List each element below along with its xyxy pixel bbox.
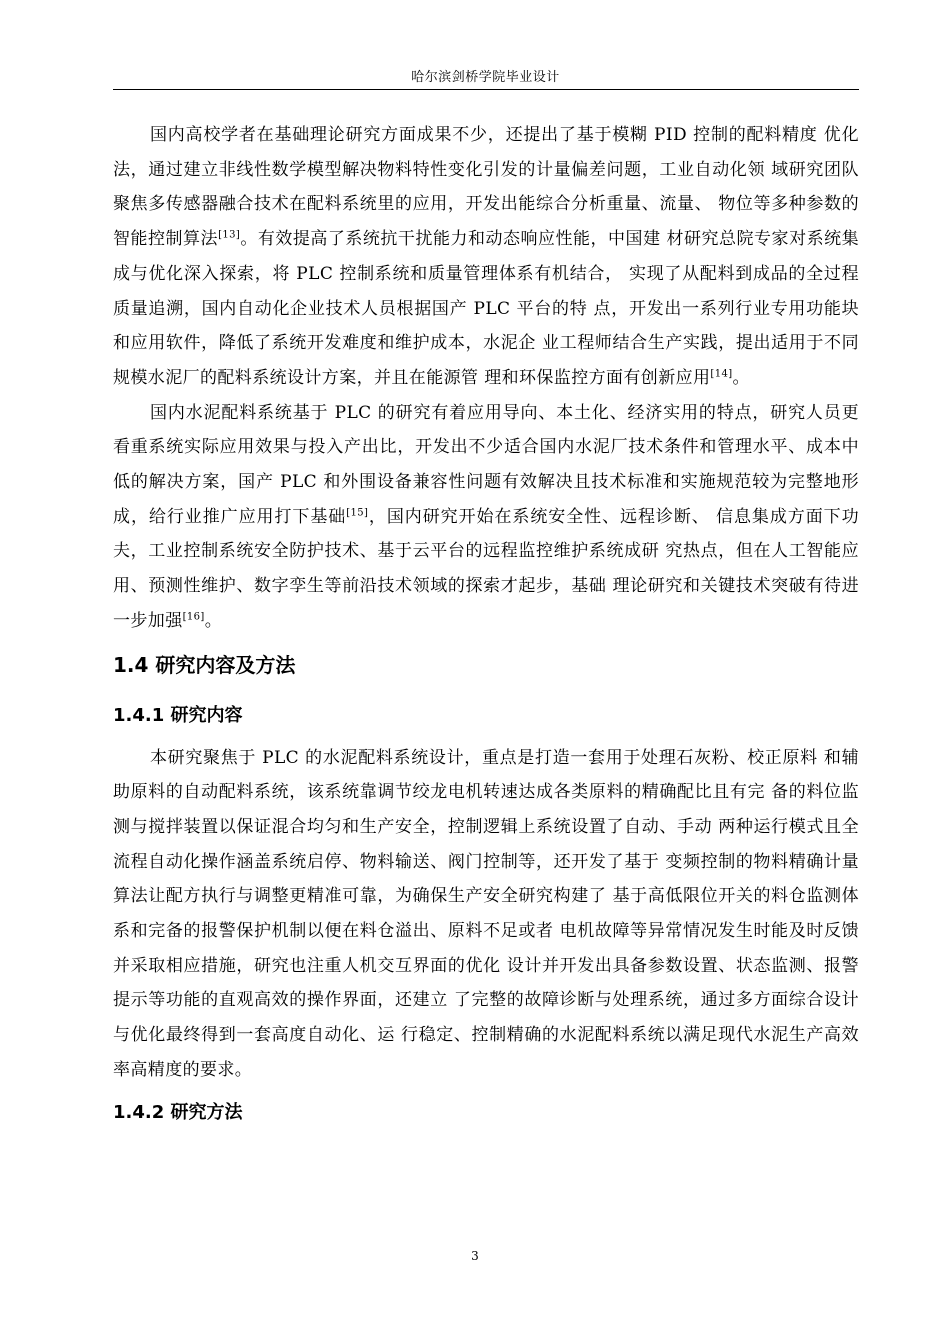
citation: [16] (182, 611, 205, 623)
paragraph-domestic-plc: 国内水泥配料系统基于 PLC 的研究有着应用导向、本土化、经济实用的特点，研究人员更看重系统实际应用效果与投入产出比，开发出不少适合国内水泥厂技术条件和管理水平、成本中低的解决方案，国产 PLC 和外围设备兼容性问题有效解决且技术标准和实施规范较为完整地形成，给行业推广应用打下基础[15]，国内研究开始在系统安全性、远程诊断、 信息集成方面下功夫，工业控制系统安全防护技术、基于云平台的远程监控维护系统成研 究热点，但在人工智能应用、预测性维护、数字孪生等前沿技术领域的探索才起步，基础 理论研究和关键技术突破有待进一步加强[16]。 (113, 402, 860, 631)
citation: [14] (710, 368, 733, 380)
header-rule (113, 89, 859, 90)
citation: [13] (218, 229, 241, 241)
paragraph-research-content: 本研究聚焦于 PLC 的水泥配料系统设计，重点是打造一套用于处理石灰粉、校正原料 和辅助原料的自动配料系统，该系统靠调节绞龙电机转速达成各类原料的精确配比且有完 备的料位监测与搅拌装置以保证混合均匀和生产安全，控制逻辑上系统设置了自动、手动 两种运行模式且全流程自动化操作涵盖系统启停、物料输送、阀门控制等，还开发了基于 变频控制的物料精确计量算法让配方执行与调整更精准可靠，为确保生产安全研究构建了 基于高低限位开关的料仓监测体系和完备的报警保护机制以便在料仓溢出、原料不足或者 电机故障等异常情况发生时能及时反馈并采取相应措施，研究也注重人机交互界面的优化 设计并开发出具备参数设置、状态监测、报警提示等功能的直观高效的操作界面，还建立 了完整的故障诊断与处理系统，通过多方面综合设计与优化最终得到一套高度自动化、运 行稳定、控制精确的水泥配料系统以满足现代水泥生产高效率高精度的要求。 (113, 747, 859, 1080)
section-heading-1-4-2: 1.4.2 研究方法 (113, 1101, 243, 1123)
paragraph-domestic-research: 国内高校学者在基础理论研究方面成果不少，还提出了基于模糊 PID 控制的配料精度 优化法，通过建立非线性数学模型解决物料特性变化引发的计量偏差问题，工业自动化领 域研究团队聚焦多传感器融合技术在配料系统里的应用，开发出能综合分析重量、流量、 物位等多种参数的智能控制算法[13]。有效提高了系统抗干扰能力和动态响应性能，中国建 材研究总院专家对系统集成与优化深入探索，将 PLC 控制系统和质量管理体系有机结合， 实现了从配料到成品的全过程质量追溯，国内自动化企业技术人员根据国产 PLC 平台的特 点，开发出一系列行业专用功能块和应用软件，降低了系统开发难度和维护成本，水泥企 业工程师结合生产实践，提出适用于不同规模水泥厂的配料系统设计方案，并且在能源管 理和环保监控方面有创新应用[14]。 (113, 125, 859, 388)
page-header: 哈尔滨剑桥学院毕业设计 (411, 70, 560, 85)
section-heading-1-4-1: 1.4.1 研究内容 (113, 704, 243, 726)
page-body (113, 118, 859, 1138)
page-number: 3 (471, 1249, 479, 1263)
section-heading-1-4: 1.4 研究内容及方法 (113, 652, 296, 677)
citation: [15] (346, 507, 369, 519)
